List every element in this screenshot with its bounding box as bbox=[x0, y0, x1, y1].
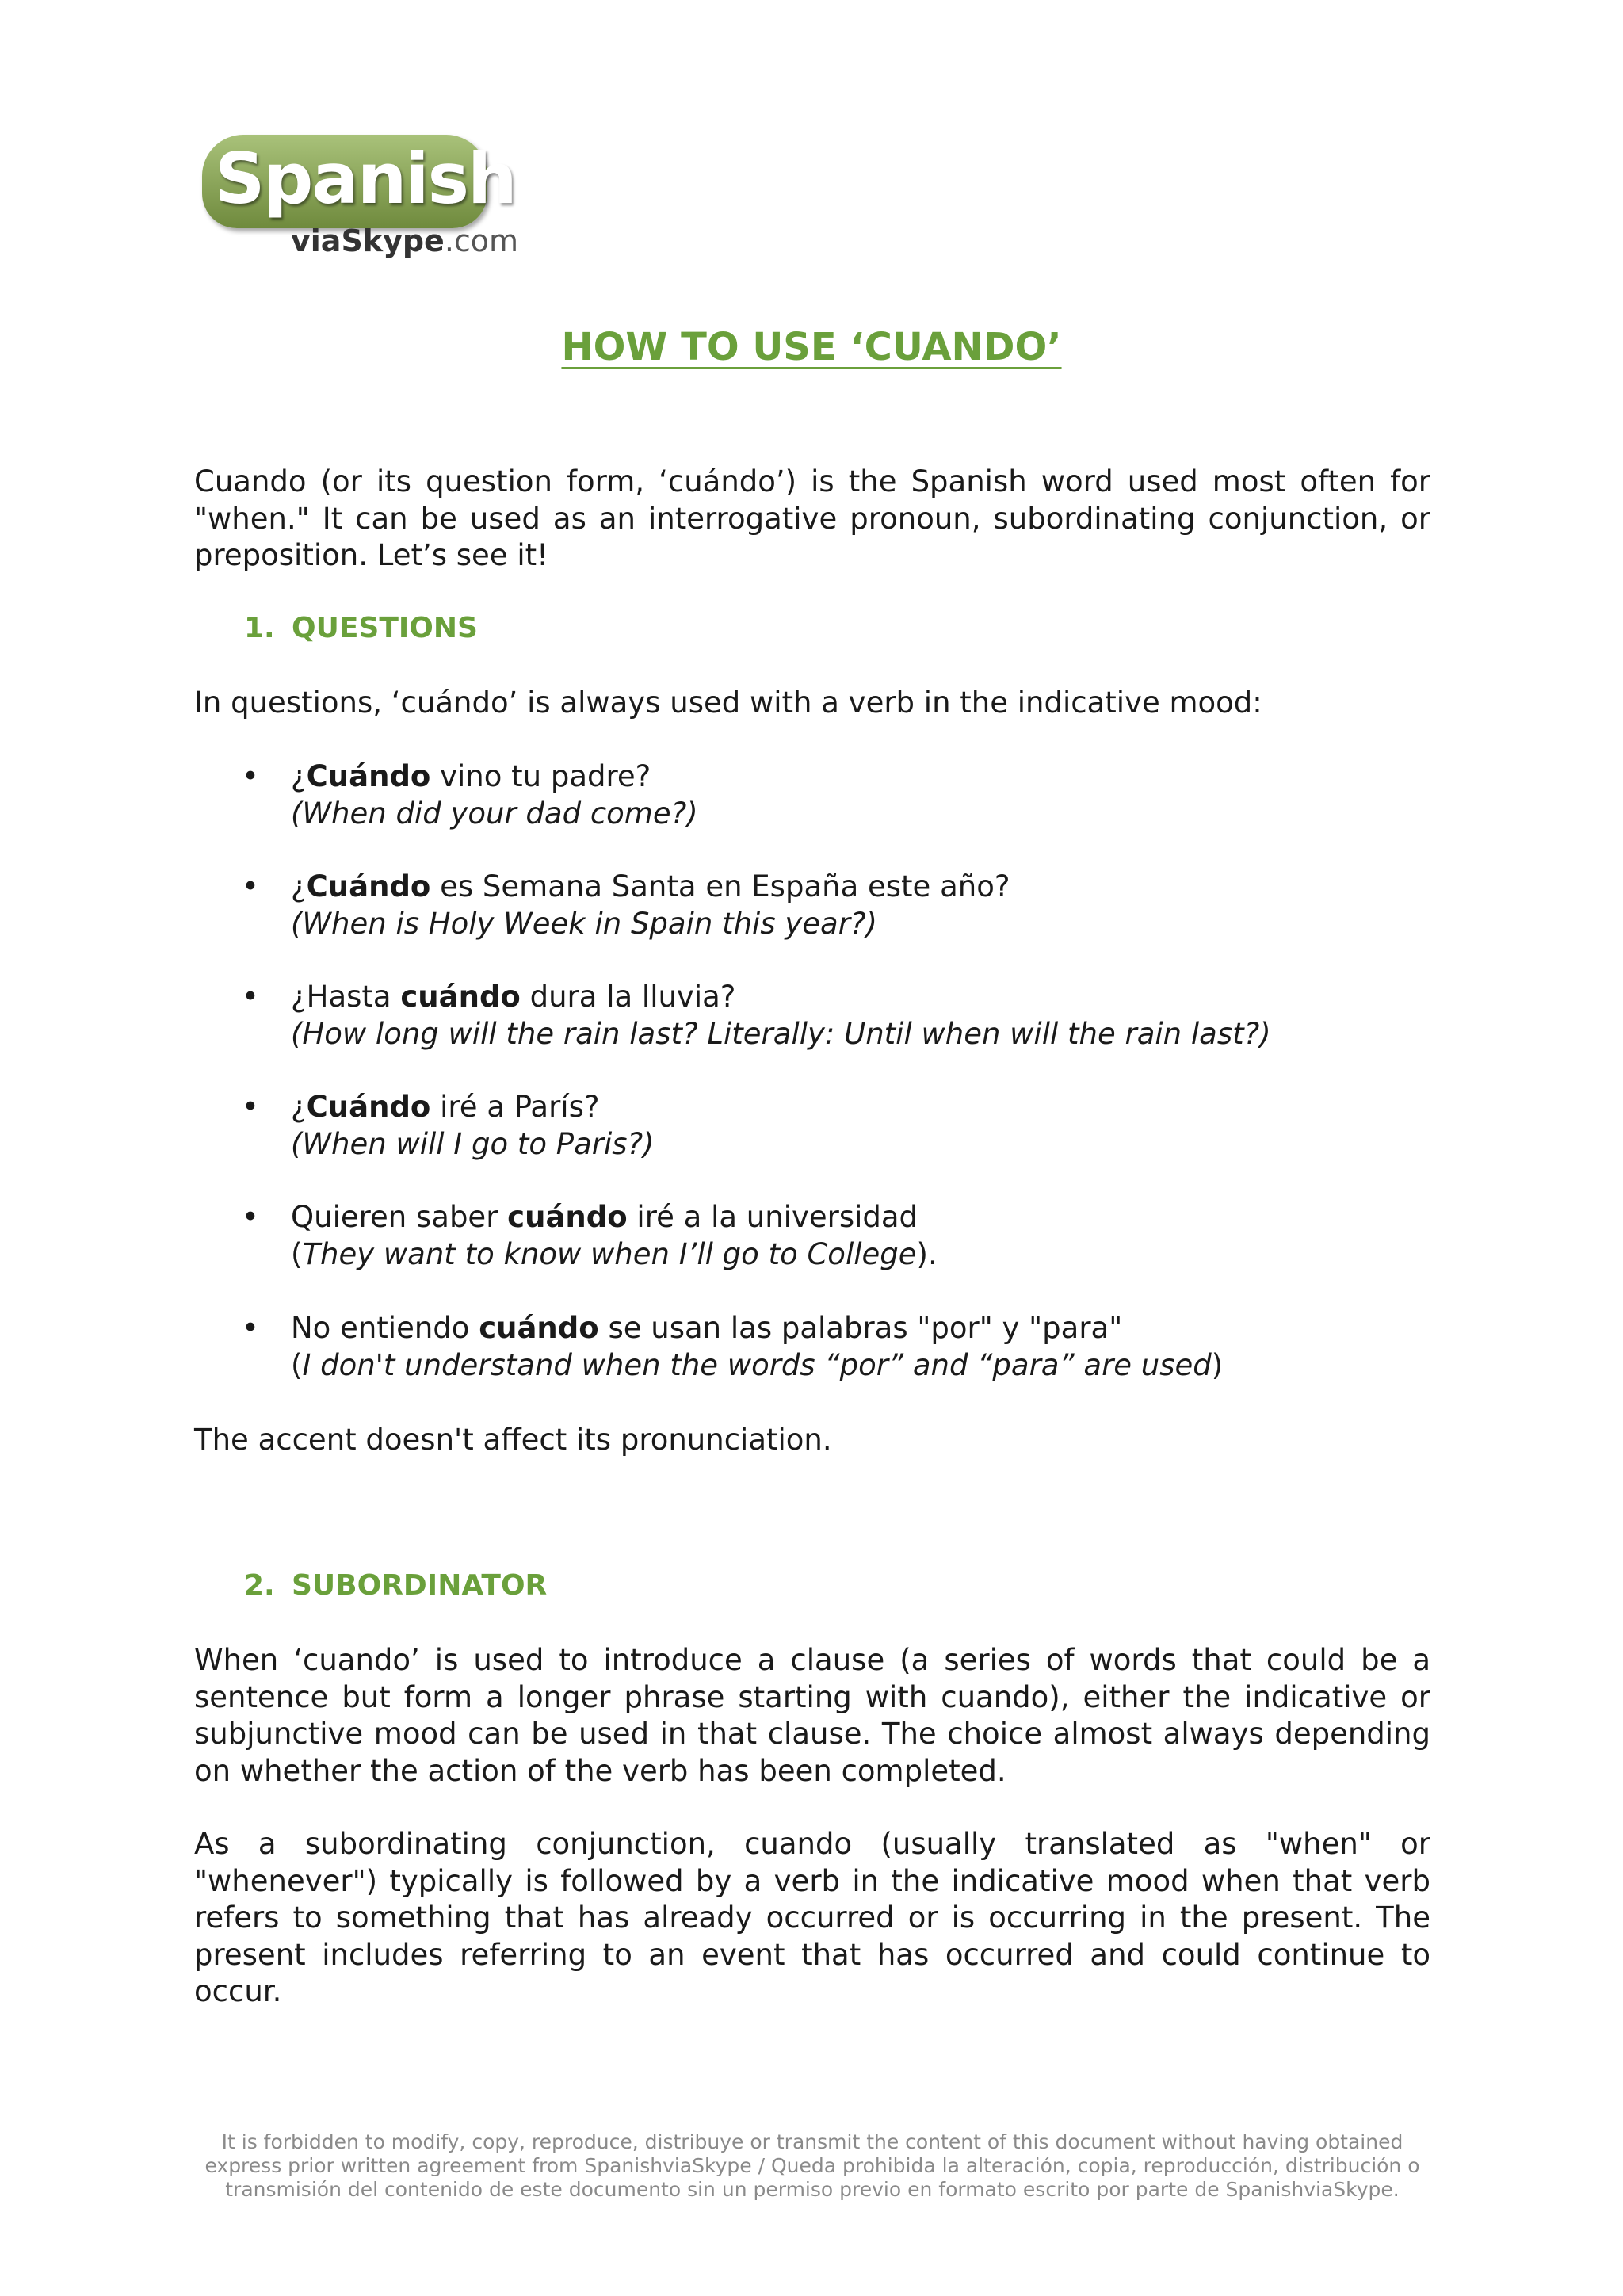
bullet-icon: • bbox=[242, 1311, 259, 1345]
example-translation: (When will I go to Paris?) bbox=[291, 1126, 655, 1161]
bullet-icon: • bbox=[242, 980, 259, 1014]
subordinator-paragraph-1: When ‘cuando’ is used to introduce a clause (a series of words that could be a sentence but form a longer phrase starting with cuando), either the indicative or subjunctive mood can be used in that clause. The choice almost always depending on whether the action of the verb has been completed. bbox=[194, 1643, 1430, 1788]
questions-lead: In questions, ‘cuándo’ is always used with a verb in the indicative mood: bbox=[194, 686, 1262, 720]
logo-sub-tld: .com bbox=[444, 223, 519, 258]
section-number: 2. bbox=[244, 1569, 275, 1602]
bullet-icon: • bbox=[242, 1090, 259, 1124]
example-spanish: ¿Cuándo vino tu padre? bbox=[291, 759, 651, 793]
example-translation: (How long will the rain last? Literally: Until when will the rain last?) bbox=[291, 1016, 1271, 1051]
bullet-icon: • bbox=[242, 869, 259, 904]
section-heading-subordinator bbox=[244, 1569, 547, 1602]
section-heading-questions bbox=[244, 612, 478, 644]
bullet-icon: • bbox=[242, 1200, 259, 1234]
section-number: 1. bbox=[244, 612, 275, 644]
intro-paragraph: Cuando (or its question form, ‘cuándo’) is the Spanish word used most often for "when." It can be used as an interrogative pronoun, subordinating conjunction, or preposition. Let’s see it! bbox=[194, 464, 1430, 572]
example-spanish: ¿Cuándo iré a París? bbox=[291, 1090, 600, 1124]
section-heading-text: QUESTIONS bbox=[292, 612, 478, 644]
example-translation: (I don't understand when the words “por” and “para” are used) bbox=[291, 1347, 1224, 1382]
example-translation: (When is Holy Week in Spain this year?) bbox=[291, 906, 877, 941]
example-spanish: ¿Cuándo es Semana Santa en España este año? bbox=[291, 869, 1010, 904]
example-spanish: ¿Hasta cuándo dura la lluvia? bbox=[291, 980, 736, 1014]
subordinator-paragraph-2: As a subordinating conjunction, cuando (usually translated as "when" or "whenever") typically is followed by a verb in the indicative mood when that verb refers to something that has already occurred or is occurring in the present. The present includes referring to an event that has occurred and could continue to occur. bbox=[194, 1827, 1430, 2008]
example-spanish: No entiendo cuándo se usan las palabras "por" y "para" bbox=[291, 1311, 1123, 1345]
section-heading-text: SUBORDINATOR bbox=[292, 1569, 548, 1602]
accent-note: The accent doesn't affect its pronunciation. bbox=[194, 1423, 832, 1457]
copyright-footer: It is forbidden to modify, copy, reproduce, distribuye or transmit the content of this document without having obtained express prior written agreement from SpanishviaSkype / Queda prohibida la alteración, copia, reproducción, distribución o transmisión del contenido de este documento sin un permiso previo en formato escrito por parte de SpanishviaSkype. bbox=[204, 2130, 1420, 2201]
example-translation: (They want to know when I’ll go to College). bbox=[291, 1236, 938, 1271]
example-spanish: Quieren saber cuándo iré a la universidad bbox=[291, 1200, 918, 1234]
example-translation: (When did your dad come?) bbox=[291, 796, 698, 831]
spanishviaskype-logo bbox=[202, 135, 519, 269]
logo-main-text: Spanish bbox=[215, 138, 516, 220]
logo-badge bbox=[202, 135, 516, 228]
logo-sub-bold: viaSkype bbox=[291, 223, 445, 258]
bullet-icon: • bbox=[242, 759, 259, 793]
logo-subtext bbox=[291, 223, 518, 258]
document-title: HOW TO USE ‘CUANDO’ bbox=[561, 325, 1062, 369]
